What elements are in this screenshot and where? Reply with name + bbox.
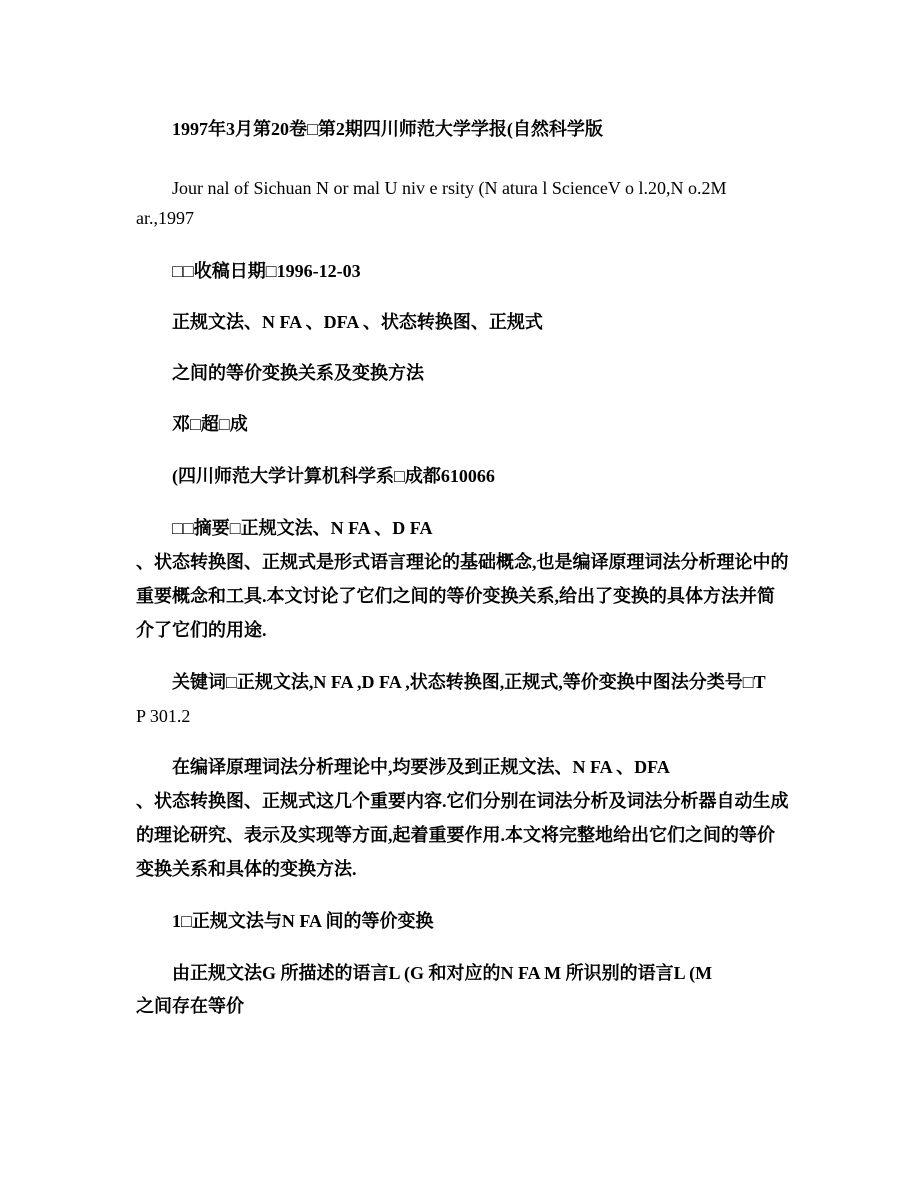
journal-header-cn: 1997年3月第20卷□第2期四川师范大学学报(自然科学版 [172, 119, 603, 139]
section-1-body-line-2: 之间存在等价 [136, 996, 244, 1016]
intro-line-3: 的理论研究、表示及实现等方面,起着重要作用.本文将完整地给出它们之间的等价 [136, 825, 775, 845]
section-1-heading: 1□正规文法与N FA 间的等价变换 [172, 911, 434, 931]
section-1-body-line-1: 由正规文法G 所描述的语言L (G 和对应的N FA M 所识别的语言L (M [172, 963, 713, 983]
journal-header-en: Jour nal of Sichuan N or mal U niv e rsity (N atura l ScienceV o l.20,N o.2M [172, 178, 727, 198]
intro-line-1: 在编译原理词法分析理论中,均要涉及到正规文法、N FA 、DFA [172, 757, 670, 777]
intro-line-4: 变换关系和具体的变换方法. [136, 859, 357, 879]
abstract-line-3: 重要概念和工具.本文讨论了它们之间的等价变换关系,给出了变换的具体方法并简 [136, 586, 775, 606]
author: 邓□超□成 [172, 414, 248, 434]
intro-line-2: 、状态转换图、正规式这几个重要内容.它们分别在词法分析及词法分析器自动生成 [136, 791, 789, 811]
journal-header-en-cont: ar.,1997 [136, 208, 194, 228]
title-line-1: 正规文法、N FA 、DFA 、状态转换图、正规式 [172, 312, 543, 332]
affiliation: (四川师范大学计算机科学系□成都610066 [172, 466, 495, 486]
received-date: □□收稿日期□1996-12-03 [172, 261, 361, 281]
keywords-line-1: 关键词□正规文法,N FA ,D FA ,状态转换图,正规式,等价变换中图法分类号□T [172, 672, 766, 692]
title-line-2: 之间的等价变换关系及变换方法 [172, 363, 424, 383]
abstract-line-2: 、状态转换图、正规式是形式语言理论的基础概念,也是编译原理词法分析理论中的 [136, 552, 789, 572]
abstract-line-4: 介了它们的用途. [136, 620, 267, 640]
abstract-line-1: □□摘要□正规文法、N FA 、D FA [172, 518, 433, 538]
keywords-line-2: P 301.2 [136, 706, 191, 726]
